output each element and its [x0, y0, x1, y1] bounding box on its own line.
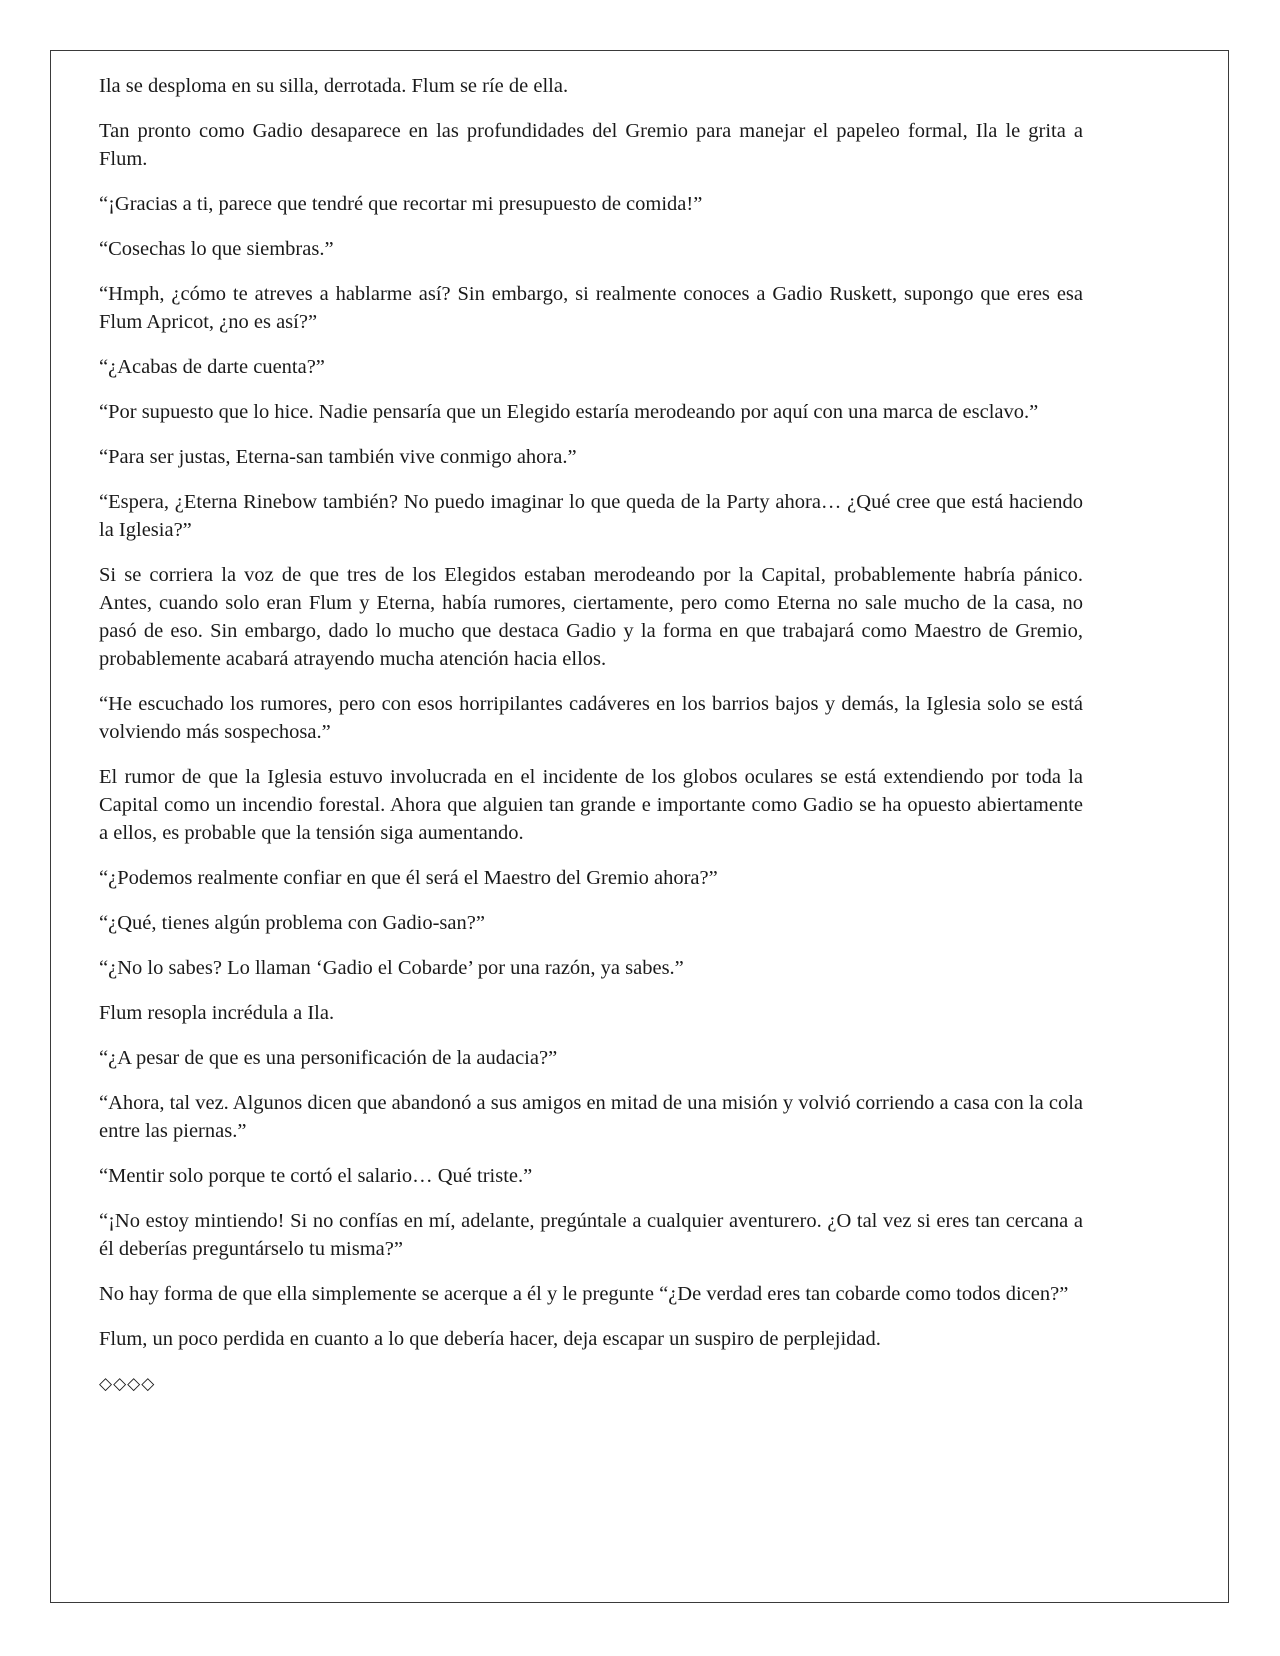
paragraph: Flum, un poco perdida en cuanto a lo que debería hacer, deja escapar un suspiro de perplejidad.: [99, 1328, 881, 1350]
paragraph: “He escuchado los rumores, pero con esos horripilantes cadáveres en los barrios bajos y demás, la Iglesia solo se está volviendo más sospechosa.”: [99, 693, 1083, 743]
paragraph: “Hmph, ¿cómo te atreves a hablarme así? Sin embargo, si realmente conoces a Gadio Ruskett, supongo que eres esa Flum Apricot, ¿no es así?”: [99, 283, 1083, 333]
paragraph: El rumor de que la Iglesia estuvo involucrada en el incidente de los globos oculares se está extendiendo por toda la Capital como un incendio forestal. Ahora que alguien tan grande e importante como Gadio se ha opuesto abiertamente a ellos, es probable que la tensión siga aumentando.: [99, 766, 1083, 844]
paragraph: “¡No estoy mintiendo! Si no confías en mí, adelante, pregúntale a cualquier aventurero. ¿O tal vez si eres tan cercana a él deberías preguntárselo tu misma?”: [99, 1210, 1083, 1260]
section-break: ◇◇◇◇: [99, 1374, 156, 1394]
paragraph: “Espera, ¿Eterna Rinebow también? No puedo imaginar lo que queda de la Party ahora… ¿Qué cree que está haciendo la Iglesia?”: [99, 491, 1083, 541]
paragraph: “¡Gracias a ti, parece que tendré que recortar mi presupuesto de comida!”: [99, 193, 703, 215]
paragraph: “¿Acabas de darte cuenta?”: [99, 356, 325, 378]
paragraph: Tan pronto como Gadio desaparece en las profundidades del Gremio para manejar el papeleo formal, Ila le grita a Flum.: [99, 120, 1083, 170]
paragraph: “Por supuesto que lo hice. Nadie pensaría que un Elegido estaría merodeando por aquí con una marca de esclavo.”: [99, 401, 1039, 423]
paragraph: Si se corriera la voz de que tres de los Elegidos estaban merodeando por la Capital, probablemente habría pánico. Antes, cuando solo eran Flum y Eterna, había rumores, ciertamente, pero como Eterna no sale mucho de la casa, no pasó de eso. Sin embargo, dado lo mucho que destaca Gadio y la forma en que trabajará como Maestro de Gremio, probablemente acabará atrayendo mucha atención hacia ellos.: [99, 564, 1083, 670]
paragraph: “¿Qué, tienes algún problema con Gadio-san?”: [99, 912, 485, 934]
paragraph: “¿A pesar de que es una personificación de la audacia?”: [99, 1047, 558, 1069]
paragraph: Ila se desploma en su silla, derrotada. Flum se ríe de ella.: [99, 75, 569, 97]
paragraph: “¿Podemos realmente confiar en que él será el Maestro del Gremio ahora?”: [99, 867, 718, 889]
document-body: [99, 72, 1083, 1415]
paragraph: Flum resopla incrédula a Ila.: [99, 1002, 335, 1024]
paragraph: “Ahora, tal vez. Algunos dicen que abandonó a sus amigos en mitad de una misión y volvió corriendo a casa con la cola entre las piernas.”: [99, 1092, 1083, 1142]
paragraph: “¿No lo sabes? Lo llaman ‘Gadio el Cobarde’ por una razón, ya sabes.”: [99, 957, 684, 979]
paragraph: “Cosechas lo que siembras.”: [99, 238, 334, 260]
paragraph: “Para ser justas, Eterna-san también vive conmigo ahora.”: [99, 446, 577, 468]
paragraph: No hay forma de que ella simplemente se acerque a él y le pregunte “¿De verdad eres tan cobarde como todos dicen?”: [99, 1283, 1069, 1305]
paragraph: “Mentir solo porque te cortó el salario… Qué triste.”: [99, 1165, 533, 1187]
